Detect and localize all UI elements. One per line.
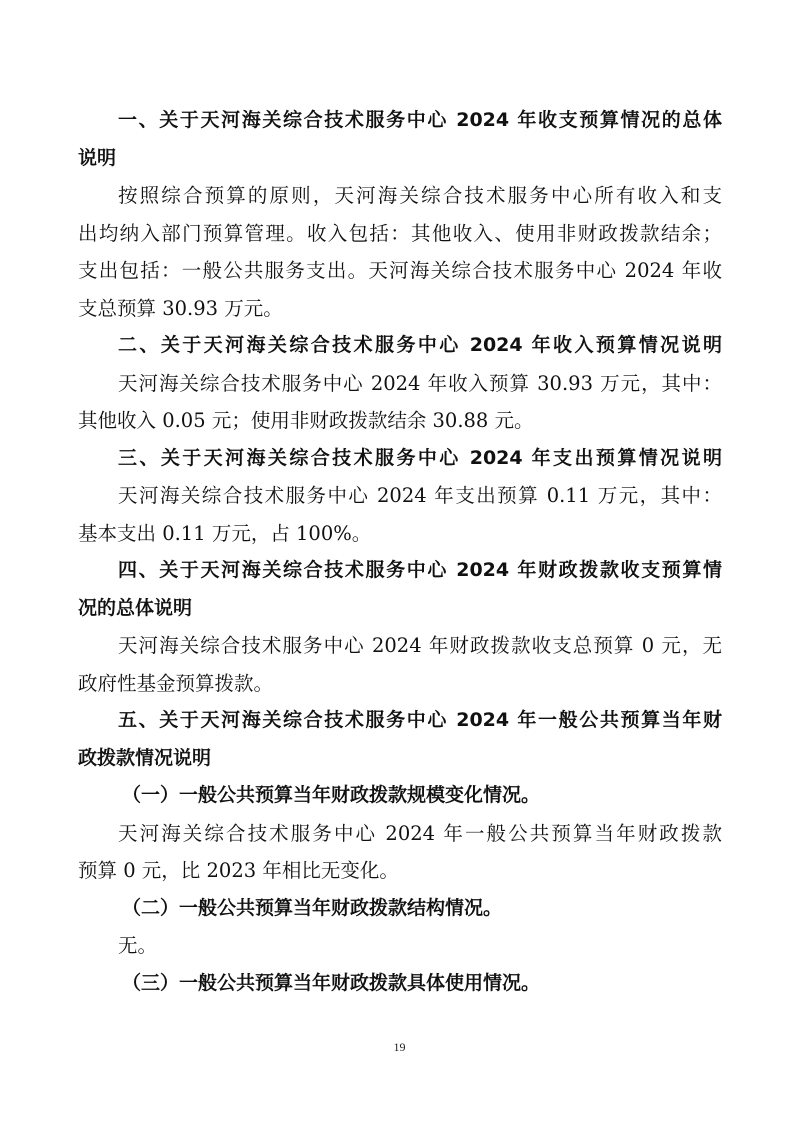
paragraph-line: 天河海关综合技术服务中心 2024 年一般公共预算当年财政拨款	[118, 821, 722, 845]
paragraph-line: 无。	[118, 934, 158, 957]
paragraph-line: 其他收入 0.05 元；使用非财政拨款结余 30.88 元。	[78, 409, 534, 432]
paragraph-line: 出均纳入部门预算管理。收入包括：其他收入、使用非财政拨款结余；	[78, 221, 722, 245]
paragraph-line: 支总预算 30.93 万元。	[78, 296, 283, 320]
paragraph-line: 基本支出 0.11 万元，占 100%。	[78, 521, 372, 545]
section-5-heading-cont: 政拨款情况说明	[78, 746, 212, 769]
paragraph-line: 按照综合预算的原则，天河海关综合技术服务中心所有收入和支	[118, 184, 722, 207]
paragraph-line: 政府性基金预算拨款。	[78, 671, 274, 695]
subsection-2-heading: （二）一般公共预算当年财政拨款结构情况。	[122, 896, 503, 919]
section-5-heading: 五、关于天河海关综合技术服务中心 2024 年一般公共预算当年财	[118, 709, 722, 731]
subsection-1-heading: （一）一般公共预算当年财政拨款规模变化情况。	[122, 784, 541, 806]
paragraph-line: 预算 0 元，比 2023 年相比无变化。	[78, 859, 399, 882]
section-1-heading-cont: 说明	[78, 146, 117, 169]
paragraph-line: 天河海关综合技术服务中心 2024 年财政拨款收支总预算 0 元，无	[118, 634, 722, 657]
section-2-heading: 二、关于天河海关综合技术服务中心 2024 年收入预算情况说明	[118, 334, 722, 356]
page-number: 19	[393, 1040, 406, 1054]
section-4-heading: 四、关于天河海关综合技术服务中心 2024 年财政拨款收支预算情	[118, 559, 722, 581]
section-3-heading: 三、关于天河海关综合技术服务中心 2024 年支出预算情况说明	[118, 446, 722, 469]
subsection-3-heading: （三）一般公共预算当年财政拨款具体使用情况。	[122, 971, 541, 994]
document-body	[78, 102, 722, 1002]
paragraph-line: 支出包括：一般公共服务支出。天河海关综合技术服务中心 2024 年收	[78, 259, 722, 282]
section-4-heading-cont: 况的总体说明	[78, 596, 193, 619]
paragraph-line: 天河海关综合技术服务中心 2024 年支出预算 0.11 万元，其中：	[118, 484, 722, 507]
paragraph-line: 天河海关综合技术服务中心 2024 年收入预算 30.93 万元，其中：	[118, 371, 722, 395]
section-1-heading: 一、关于天河海关综合技术服务中心 2024 年收支预算情况的总体	[118, 109, 722, 131]
